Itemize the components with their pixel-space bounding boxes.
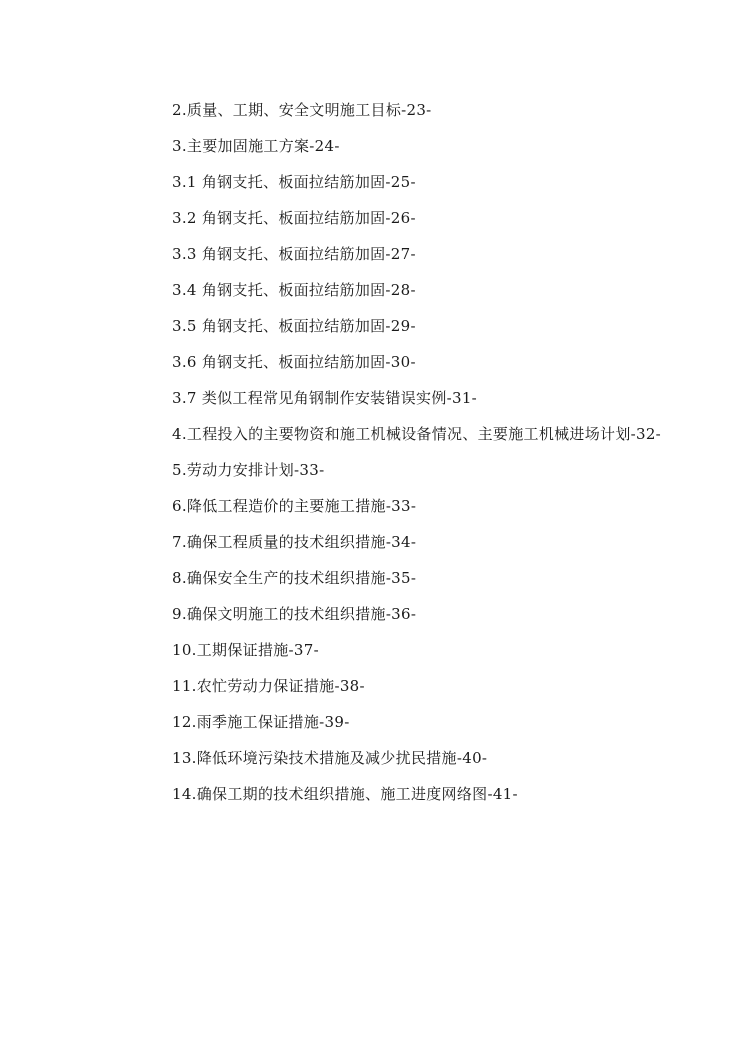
toc-entry-3: 3.主要加固施工方案-24- (172, 137, 340, 155)
toc-entry-3-4: 3.4 角钢支托、板面拉结筋加固-28- (172, 281, 416, 299)
toc-entry-3-5: 3.5 角钢支托、板面拉结筋加固-29- (172, 317, 416, 335)
toc-entry-3-1: 3.1 角钢支托、板面拉结筋加固-25- (172, 173, 416, 191)
toc-entry-12: 12.雨季施工保证措施-39- (172, 713, 350, 731)
toc-entry-7: 7.确保工程质量的技术组织措施-34- (172, 533, 417, 551)
table-of-contents (172, 92, 662, 812)
toc-entry-3-3: 3.3 角钢支托、板面拉结筋加固-27- (172, 245, 416, 263)
toc-entry-10: 10.工期保证措施-37- (172, 641, 319, 659)
toc-entry-3-7: 3.7 类似工程常见角钢制作安装错误实例-31- (172, 389, 478, 407)
toc-entry-2: 2.质量、工期、安全文明施工目标-23- (172, 101, 432, 119)
toc-entry-5: 5.劳动力安排计划-33- (172, 461, 325, 479)
toc-entry-9: 9.确保文明施工的技术组织措施-36- (172, 605, 417, 623)
toc-entry-3-2: 3.2 角钢支托、板面拉结筋加固-26- (172, 209, 416, 227)
toc-entry-4: 4.工程投入的主要物资和施工机械设备情况、主要施工机械进场计划-32- (172, 425, 662, 443)
toc-entry-14: 14.确保工期的技术组织措施、施工进度网络图-41- (172, 785, 518, 803)
toc-entry-3-6: 3.6 角钢支托、板面拉结筋加固-30- (172, 353, 416, 371)
toc-entry-6: 6.降低工程造价的主要施工措施-33- (172, 497, 417, 515)
toc-entry-8: 8.确保安全生产的技术组织措施-35- (172, 569, 417, 587)
toc-entry-11: 11.农忙劳动力保证措施-38- (172, 677, 365, 695)
toc-entry-13: 13.降低环境污染技术措施及减少扰民措施-40- (172, 749, 488, 767)
